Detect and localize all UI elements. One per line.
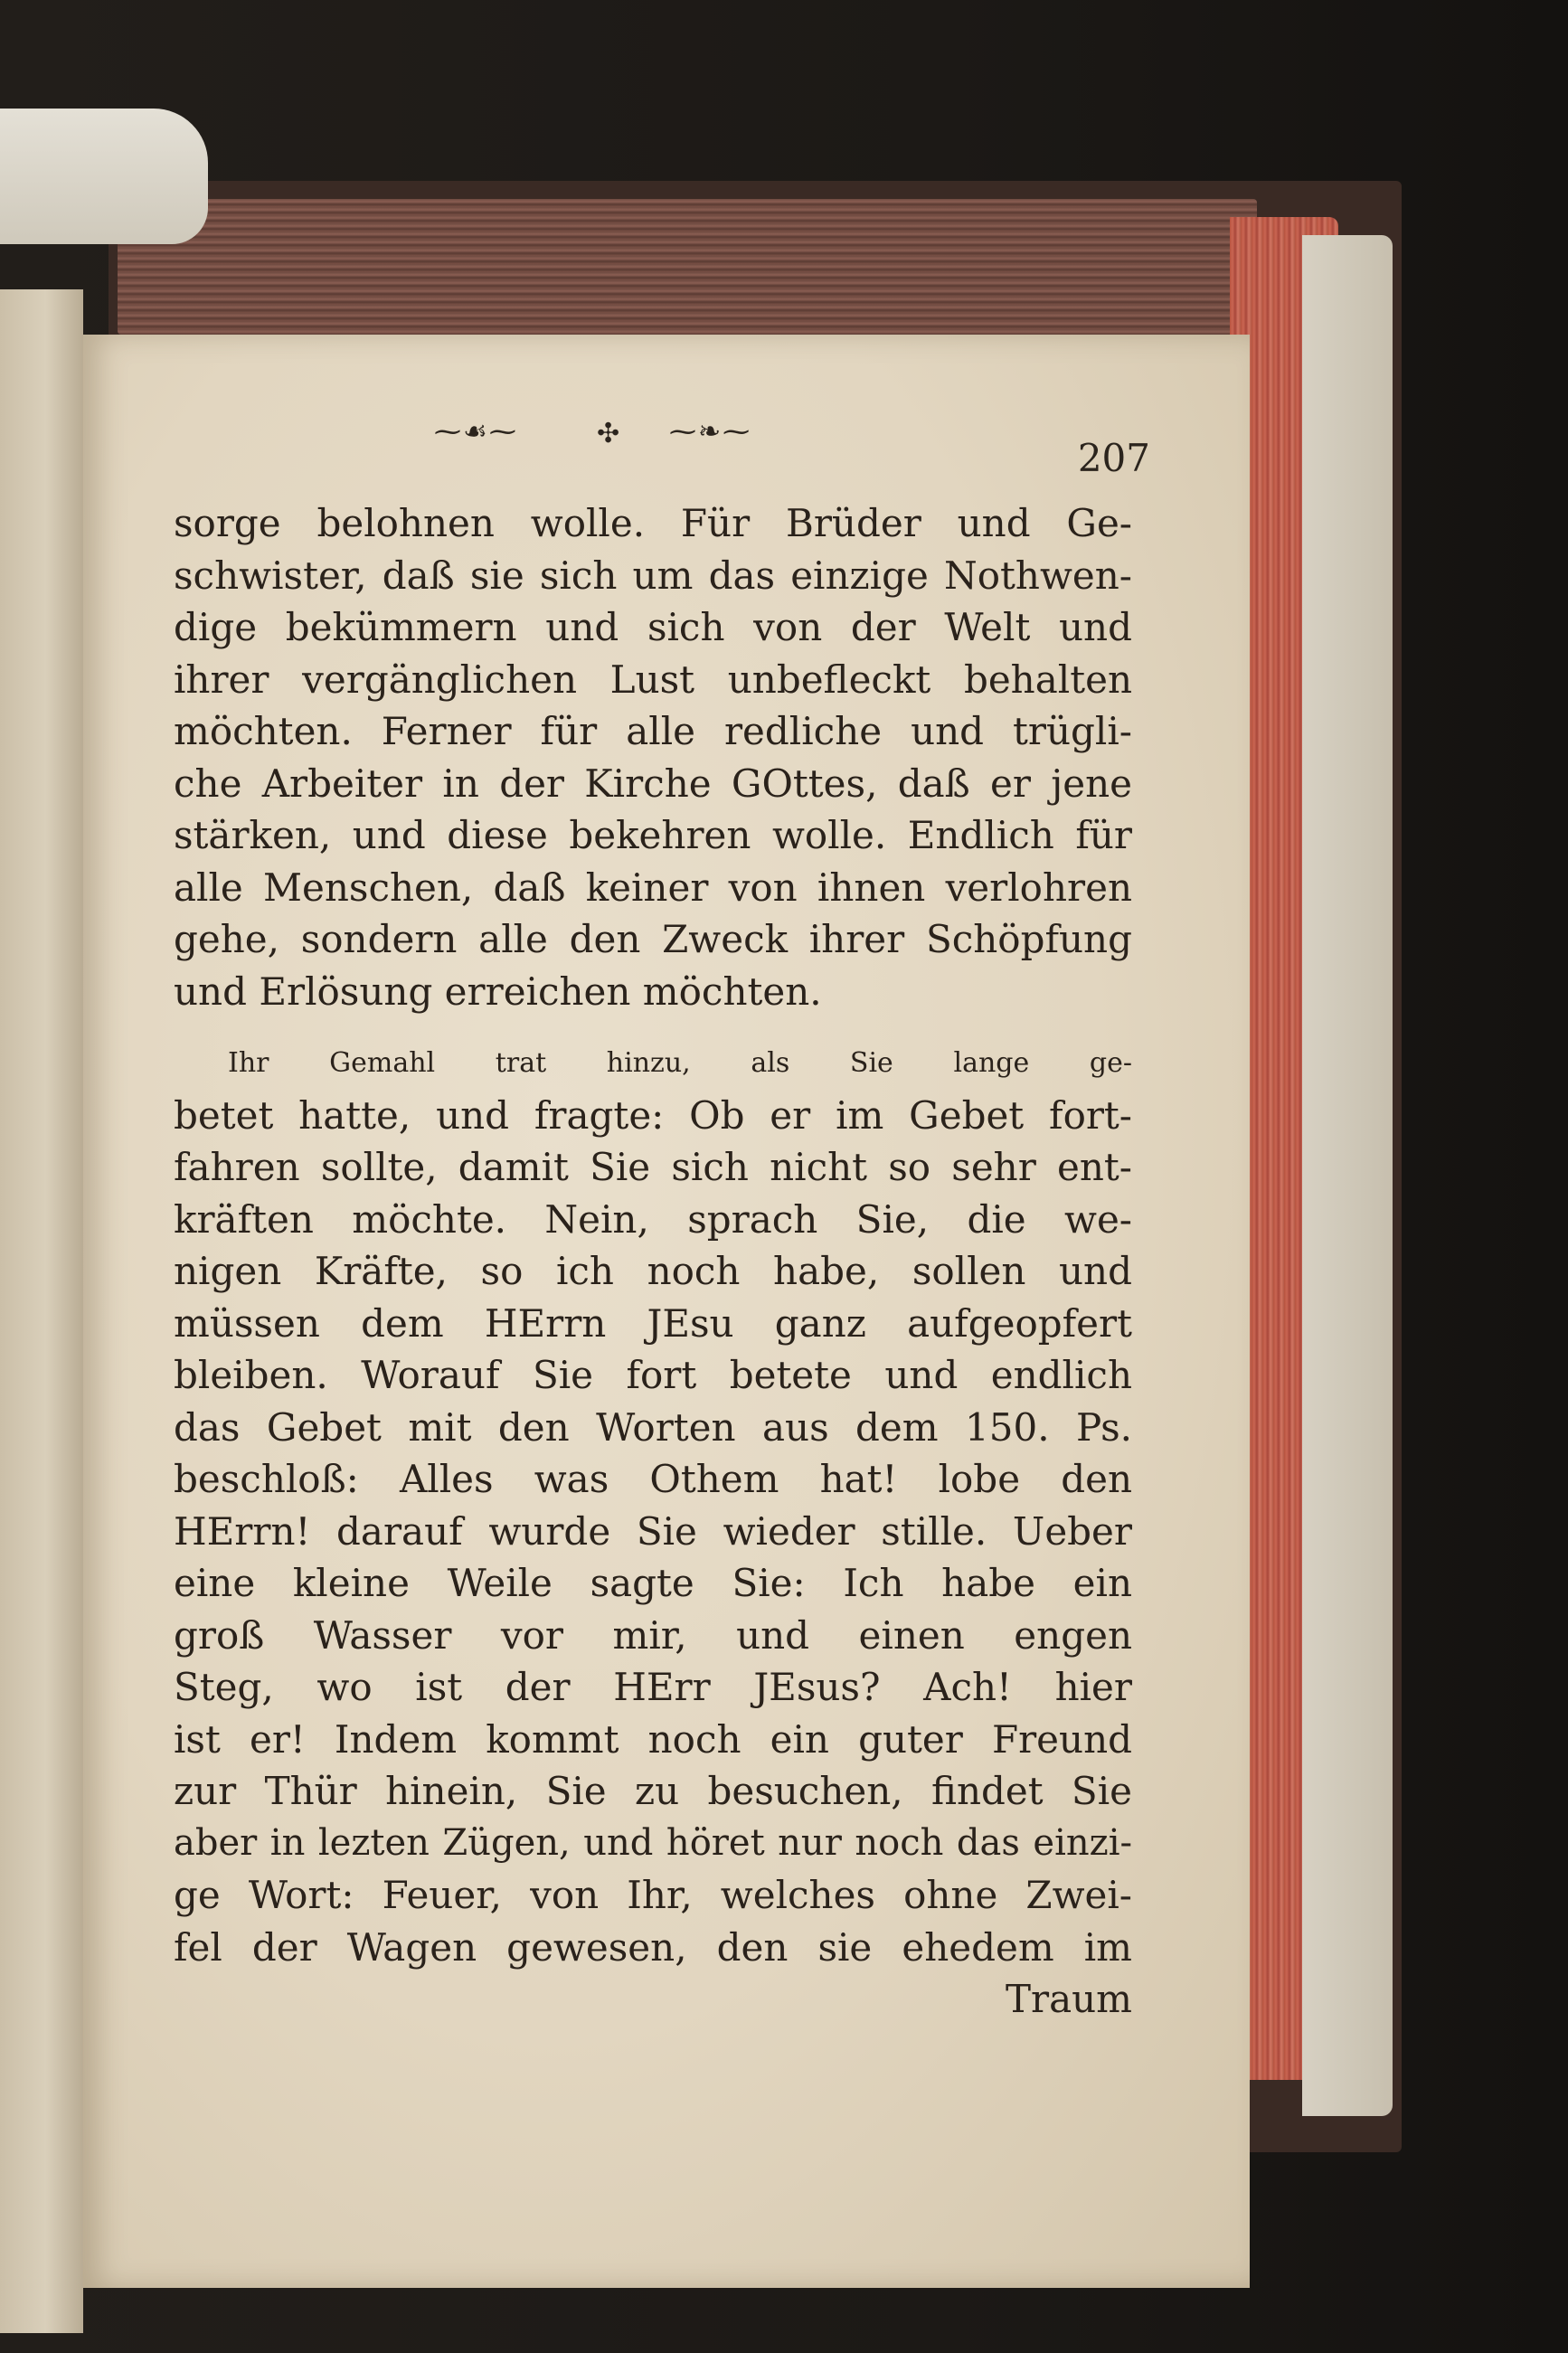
text-line: das Gebet mit den Worten aus dem 150. Ps. xyxy=(174,1404,1132,1450)
text-line: kräften möchte. Nein, sprach Sie, die we- xyxy=(174,1196,1132,1242)
cover-edge xyxy=(1302,235,1393,2116)
page-block-top-edge xyxy=(118,199,1257,335)
text-line: ist er! Indem kommt noch ein guter Freund xyxy=(174,1716,1132,1762)
paragraph-gap xyxy=(174,1017,1132,1037)
text-line: che Arbeiter in der Kirche GOttes, daß er jene xyxy=(174,761,1132,806)
text-line: Steg, wo ist der HErr JEsus? Ach! hier xyxy=(174,1665,1132,1709)
text-line: ge Wort: Feuer, von Ihr, welches ohne Zwei- xyxy=(174,1873,1132,1917)
text-line: fel der Wagen gewesen, den sie ehedem im xyxy=(174,1924,1132,1970)
text-line: gehe, sondern alle den Zweck ihrer Schöpfung xyxy=(174,917,1132,961)
text-line: schwister, daß sie sich um das einzige Nothwen- xyxy=(174,553,1132,598)
facing-page-edge xyxy=(0,289,83,2333)
text-line: fahren sollte, damit Sie sich nicht so sehr ent- xyxy=(174,1145,1132,1189)
text-line: eine kleine Weile sagte Sie: Ich habe ein xyxy=(174,1561,1132,1605)
text-line: zur Thür hinein, Sie zu besuchen, findet Sie xyxy=(174,1769,1132,1813)
text-line: müssen dem HErrn JEsu ganz aufgeopfert xyxy=(174,1300,1132,1346)
text-line: dige bekümmern und sich von der Welt und xyxy=(174,605,1132,649)
page-number: 207 xyxy=(1077,436,1150,480)
body-text xyxy=(174,497,1132,2026)
page-header xyxy=(83,416,1250,470)
text-line: beschloß: Alles was Othem hat! lobe den xyxy=(174,1457,1132,1501)
text-line: möchten. Ferner für alle redliche und trügli- xyxy=(174,709,1132,753)
text-line: bleiben. Worauf Sie fort betete und endlich xyxy=(174,1353,1132,1397)
text-line: Ihr Gemahl trat hinzu, als Sie lange ge- xyxy=(228,1047,1132,1079)
text-line: HErrn! darauf wurde Sie wieder stille. Ueber xyxy=(174,1508,1132,1554)
text-line: aber in lezten Zügen, und höret nur noch das einzi- xyxy=(174,1821,1132,1864)
text-line: nigen Kräfte, so ich noch habe, sollen und xyxy=(174,1249,1132,1293)
text-line: betet hatte, und fragte: Ob er im Gebet fort- xyxy=(174,1092,1132,1138)
text-line: groß Wasser vor mir, und einen engen xyxy=(174,1612,1132,1658)
text-line: ihrer vergänglichen Lust unbefleckt behalten xyxy=(174,657,1132,702)
catchword: Traum xyxy=(1005,1977,1132,2021)
text-line: alle Menschen, daß keiner von ihnen verlohren xyxy=(174,865,1132,910)
text-line: stärken, und diese bekehren wolle. Endlich für xyxy=(174,813,1132,857)
text-line: sorge belohnen wolle. Für Brüder und Ge- xyxy=(174,501,1132,545)
torn-page-corner xyxy=(0,109,208,244)
header-ornament-right-icon: ⁓❧⁓ xyxy=(669,416,752,448)
header-ornament-center-icon: ✣ xyxy=(597,418,622,449)
header-ornament-left-icon: ⁓☙⁓ xyxy=(434,416,518,448)
book-page xyxy=(83,335,1250,2288)
text-line: und Erlösung erreichen möchten. xyxy=(174,969,822,1014)
